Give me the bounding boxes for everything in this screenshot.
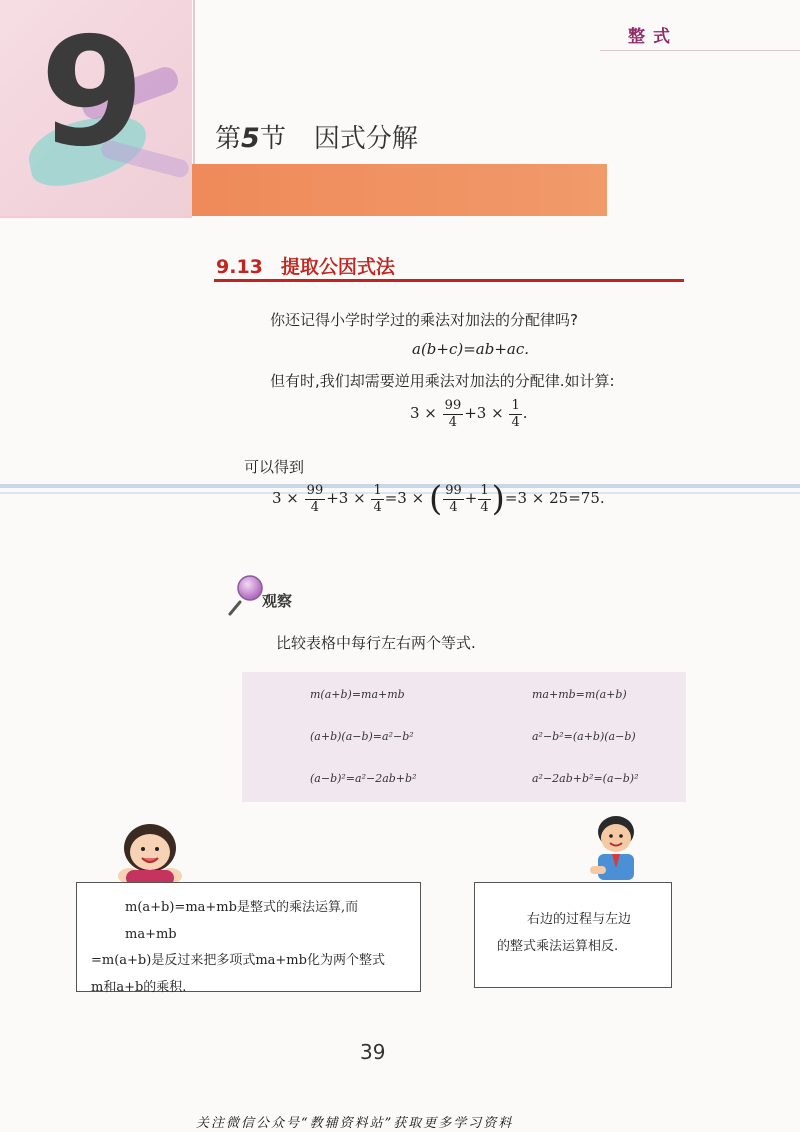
denominator: 4 [373, 499, 382, 515]
observe-intro: 比较表格中每行左右两个等式. [276, 634, 476, 652]
section-title [215, 118, 418, 155]
subsection-rule [214, 279, 684, 282]
table-cell-left: (a−b)²=a²−2ab+b² [310, 772, 417, 785]
denominator: 4 [511, 414, 520, 430]
numerator: 99 [306, 482, 324, 498]
boy-character-icon [586, 812, 646, 890]
denominator: 4 [449, 499, 458, 515]
running-header: 整式 [628, 27, 678, 47]
chapter-badge [0, 0, 192, 216]
numerator: 1 [480, 482, 489, 498]
note-line: 右边的过程与左边 [527, 912, 632, 927]
expr-part: + [464, 489, 478, 507]
expression [410, 398, 528, 430]
note-line: m(a+b)=ma+mb是整式的乘法运算,而ma+mb [125, 900, 359, 942]
fraction [443, 483, 464, 515]
section-title-text: 因式分解 [313, 124, 418, 154]
fraction [478, 483, 490, 515]
expr-part: 3 × [410, 404, 437, 423]
numerator: 99 [444, 398, 462, 413]
header-rule [600, 50, 800, 51]
denominator: 4 [448, 414, 458, 430]
denominator: 4 [310, 499, 320, 515]
chapter-number: 9 [40, 6, 145, 180]
note-line: =m(a+b)是反过来把多项式ma+mb化为两个整式 [91, 953, 385, 969]
girl-character-icon [112, 818, 188, 888]
expr-part: =3 × [384, 489, 425, 507]
fraction [443, 398, 464, 430]
expr-part: . [522, 404, 528, 423]
section-number: 5 [241, 123, 260, 154]
table-cell-left: (a+b)(a−b)=a²−b² [310, 730, 414, 743]
paragraph-2: 但有时,我们却需要逆用乘法对加法的分配律.如计算: [270, 372, 615, 390]
result-expression [272, 479, 605, 519]
paren-right: ) [491, 479, 505, 519]
section-suffix: 节 [259, 124, 286, 154]
footer-watermark: 关注微信公众号“教辅资料站”获取更多学习资料 [196, 1116, 514, 1131]
numerator: 1 [373, 482, 382, 498]
subsection-number: 9.13 [216, 256, 263, 278]
numerator: 1 [511, 398, 520, 413]
section-prefix: 第 [215, 124, 242, 154]
table-cell-left: m(a+b)=ma+mb [310, 688, 405, 701]
table-cell-right: a²−b²=(a+b)(a−b) [532, 730, 636, 743]
paragraph-3: 可以得到 [244, 458, 305, 476]
subsection-title-text: 提取公因式法 [280, 256, 395, 278]
note-box-left [76, 882, 421, 995]
fraction [305, 483, 326, 515]
formula-distributive: a(b+c)=ab+ac. [412, 340, 530, 358]
expr-part: 3 × [272, 489, 299, 507]
observe-label: 观察 [262, 592, 293, 610]
fraction [509, 398, 521, 430]
expr-part: +3 × [464, 404, 504, 423]
decor-strip [0, 216, 192, 218]
denominator: 4 [480, 499, 489, 515]
subsection-title [216, 252, 395, 279]
note-line: 的整式乘法运算相反. [497, 938, 619, 954]
note-box-right [474, 882, 672, 988]
page-number: 39 [360, 1040, 386, 1064]
expr-part: +3 × [326, 489, 366, 507]
expr-part: =3 × 25=75. [504, 489, 605, 507]
fraction [371, 483, 383, 515]
paragraph-1: 你还记得小学时学过的乘法对加法的分配律吗? [270, 311, 578, 329]
comparison-table [242, 672, 686, 802]
table-cell-right: ma+mb=m(a+b) [532, 688, 627, 701]
table-cell-right: a²−2ab+b²=(a−b)² [532, 772, 639, 785]
title-band [192, 164, 607, 216]
note-line: m和a+b的乘积. [91, 979, 187, 995]
paren-left: ( [428, 479, 443, 519]
numerator: 99 [445, 482, 462, 498]
